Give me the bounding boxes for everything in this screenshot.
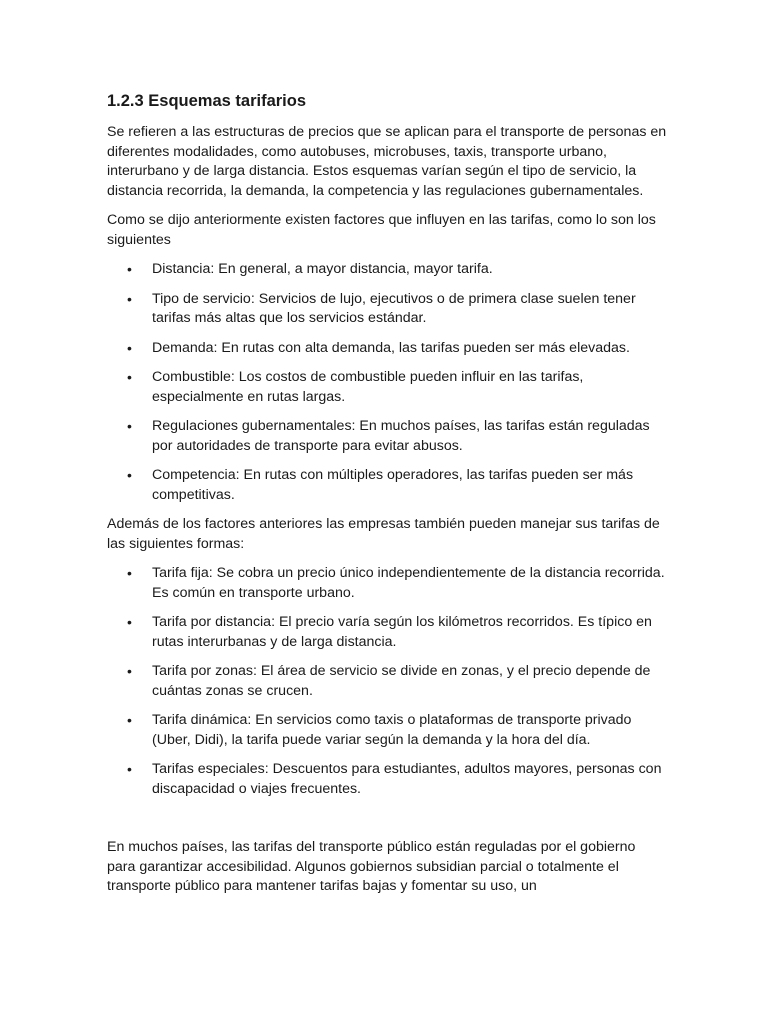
bullet-icon: • (127, 467, 132, 483)
bullet-icon: • (127, 565, 132, 581)
factors-intro-paragraph: Como se dijo anteriormente existen factores que influyen en las tarifas, como lo son los siguientes (107, 212, 656, 248)
bullet-icon: • (127, 290, 132, 307)
list-item-text: Tarifa fija: Se cobra un precio único independientemente de la distancia recorrida. Es común en transporte urbano. (152, 565, 665, 601)
document-page (107, 90, 667, 907)
bullet-icon: • (127, 418, 132, 434)
list-item (107, 466, 667, 505)
bullet-icon: • (127, 369, 132, 385)
paragraph-spacer (107, 809, 667, 838)
list-item (107, 339, 667, 359)
list-item-text: Tipo de servicio: Servicios de lujo, ejecutivos o de primera clase suelen tener tarifas más altas que los servicios estándar. (152, 290, 636, 326)
bullet-icon: • (127, 614, 132, 630)
list-item-text: Regulaciones gubernamentales: En muchos países, las tarifas están reguladas por autoridades de transporte para evitar abusos. (152, 418, 650, 454)
list-item-text: Tarifa por distancia: El precio varía según los kilómetros recorridos. Es típico en rutas interurbanas y de larga distancia. (152, 614, 652, 650)
list-item-text: Tarifa dinámica: En servicios como taxis o plataformas de transporte privado (Uber, Didi), la tarifa puede variar según la demanda y la hora del día. (152, 712, 632, 748)
list-item (107, 711, 667, 750)
list-item (107, 564, 667, 603)
list-item (107, 290, 667, 329)
list-item-text: Distancia: En general, a mayor distancia, mayor tarifa. (152, 261, 493, 277)
bullet-icon: • (127, 712, 132, 728)
bullet-icon: • (127, 339, 132, 356)
bullet-icon: • (127, 761, 132, 777)
intro-paragraph: Se refieren a las estructuras de precios que se aplican para el transporte de personas en diferentes modalidades, como autobuses, microbuses, taxis, transporte urbano, interurbano y de larga distancia. Estos esquemas varían según el tipo de servicio, la distancia recorrida, la demanda, la competencia y las regulaciones gubernamentales. (107, 124, 667, 199)
list-item (107, 760, 667, 799)
list-item-text: Tarifa por zonas: El área de servicio se divide en zonas, y el precio depende de cuántas zonas se crucen. (152, 663, 651, 699)
forms-list (107, 564, 667, 799)
bullet-icon: • (127, 261, 132, 277)
list-item (107, 662, 667, 701)
list-item-text: Tarifas especiales: Descuentos para estudiantes, adultos mayores, personas con discapacidad o viajes frecuentes. (152, 761, 662, 797)
list-item-text: Demanda: En rutas con alta demanda, las tarifas pueden ser más elevadas. (152, 339, 630, 356)
list-item (107, 368, 667, 407)
bullet-icon: • (127, 663, 132, 679)
factors-list (107, 260, 667, 505)
list-item (107, 260, 667, 280)
list-item-text: Competencia: En rutas con múltiples operadores, las tarifas pueden ser más competitivas. (152, 467, 634, 503)
closing-paragraph: En muchos países, las tarifas del transporte público están reguladas por el gobierno para garantizar accesibilidad. Algunos gobiernos subsidian parcial o totalmente el transporte público para mantener tarifas bajas y fomentar su uso, un (107, 839, 636, 894)
list-item (107, 613, 667, 652)
forms-intro-paragraph: Además de los factores anteriores las empresas también pueden manejar sus tarifas de las siguientes formas: (107, 516, 660, 552)
list-item (107, 417, 667, 456)
section-heading: 1.2.3 Esquemas tarifarios (107, 92, 307, 110)
list-item-text: Combustible: Los costos de combustible pueden influir en las tarifas, especialmente en rutas largas. (152, 369, 584, 405)
